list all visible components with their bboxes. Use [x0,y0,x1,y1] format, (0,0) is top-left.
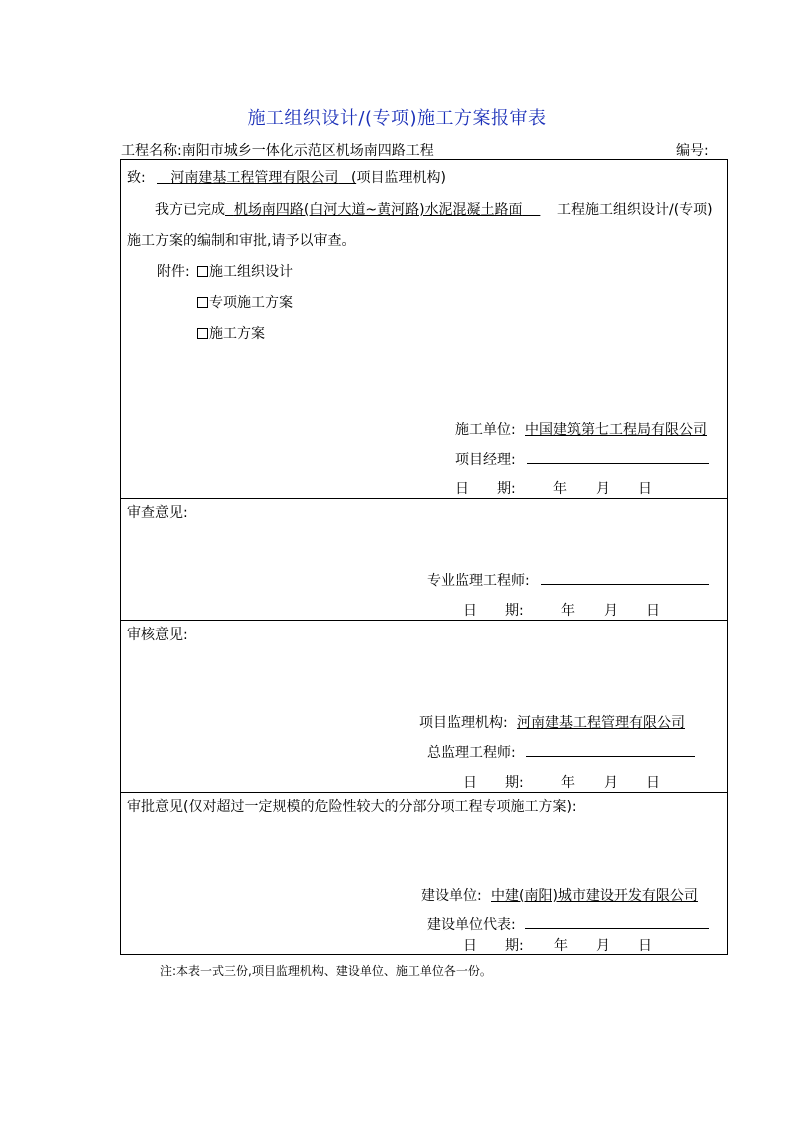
audit-section [121,620,727,792]
body-line-2: 施工方案的编制和审批,请予以审查。 [127,233,356,249]
construction-unit-label: 施工单位: [455,422,516,438]
submission-section [121,160,727,498]
date-day: 日 [646,775,660,791]
date-day: 日 [638,938,652,954]
to-suffix: (项目监理机构) [351,170,446,186]
approval-opinion-label: 审批意见(仅对超过一定规模的危险性较大的分部分项工程专项施工方案): [127,799,577,815]
date-month: 月 [604,775,618,791]
date-year: 年 [554,938,568,954]
attachments-label: 附件: [157,264,190,280]
serial-number-label: 编号: [676,143,709,159]
to-label: 致: [127,170,146,186]
date-label: 日 期: [455,481,516,497]
review-section [121,498,727,620]
supervision-org-label: 项目监理机构: [419,715,508,731]
chief-engineer-label: 总监理工程师: [427,745,516,761]
date-month: 月 [596,481,610,497]
project-name-line [121,140,434,160]
owner-representative-label: 建设单位代表: [427,917,516,933]
attachment-checkbox-2[interactable]: 专项施工方案 [197,292,293,312]
footnote: 注:本表一式三份,项目监理机构、建设单位、施工单位各一份。 [160,964,492,978]
date-year: 年 [561,775,575,791]
project-manager-label: 项目经理: [455,452,516,468]
project-manager-signature-line[interactable] [527,463,709,464]
approval-form-table [120,159,728,955]
date-label: 日 期: [463,775,524,791]
supervising-engineer-label: 专业监理工程师: [427,573,530,589]
owner-unit-name: 中建(南阳)城市建设开发有限公司 [491,888,698,904]
checkbox-icon [197,297,208,308]
date-label: 日 期: [463,603,524,619]
audit-opinion-label: 审核意见: [127,627,188,643]
body-prefix: 我方已完成 [155,202,225,218]
checkbox-icon [197,266,208,277]
checkbox-icon [197,328,208,339]
date-day: 日 [646,603,660,619]
form-title: 施工组织设计/(专项)施工方案报审表 [247,108,547,129]
owner-representative-signature-line[interactable] [525,928,709,929]
project-name-label: 工程名称: [121,143,182,159]
date-month: 月 [596,938,610,954]
date-year: 年 [553,481,567,497]
owner-unit-label: 建设单位: [421,888,482,904]
body-project-name: 机场南四路(白河大道~黄河路)水泥混凝土路面 [233,202,523,218]
construction-unit-name: 中国建筑第七工程局有限公司 [525,422,707,438]
chief-engineer-signature-line[interactable] [526,756,695,757]
date-label: 日 期: [463,938,524,954]
attachment-checkbox-1[interactable]: 施工组织设计 [197,261,293,281]
body-suffix: 工程施工组织设计/(专项) [557,202,713,218]
approval-section [121,792,727,954]
supervision-org-name: 河南建基工程管理有限公司 [517,715,685,731]
supervising-engineer-signature-line[interactable] [541,584,709,585]
to-organization: 河南建基工程管理有限公司 [170,170,339,186]
date-year: 年 [561,603,575,619]
date-month: 月 [604,603,618,619]
review-opinion-label: 审查意见: [127,505,188,521]
attachment-checkbox-3[interactable]: 施工方案 [197,323,265,343]
date-day: 日 [638,481,652,497]
project-name-value: 南阳市城乡一体化示范区机场南四路工程 [181,143,434,159]
